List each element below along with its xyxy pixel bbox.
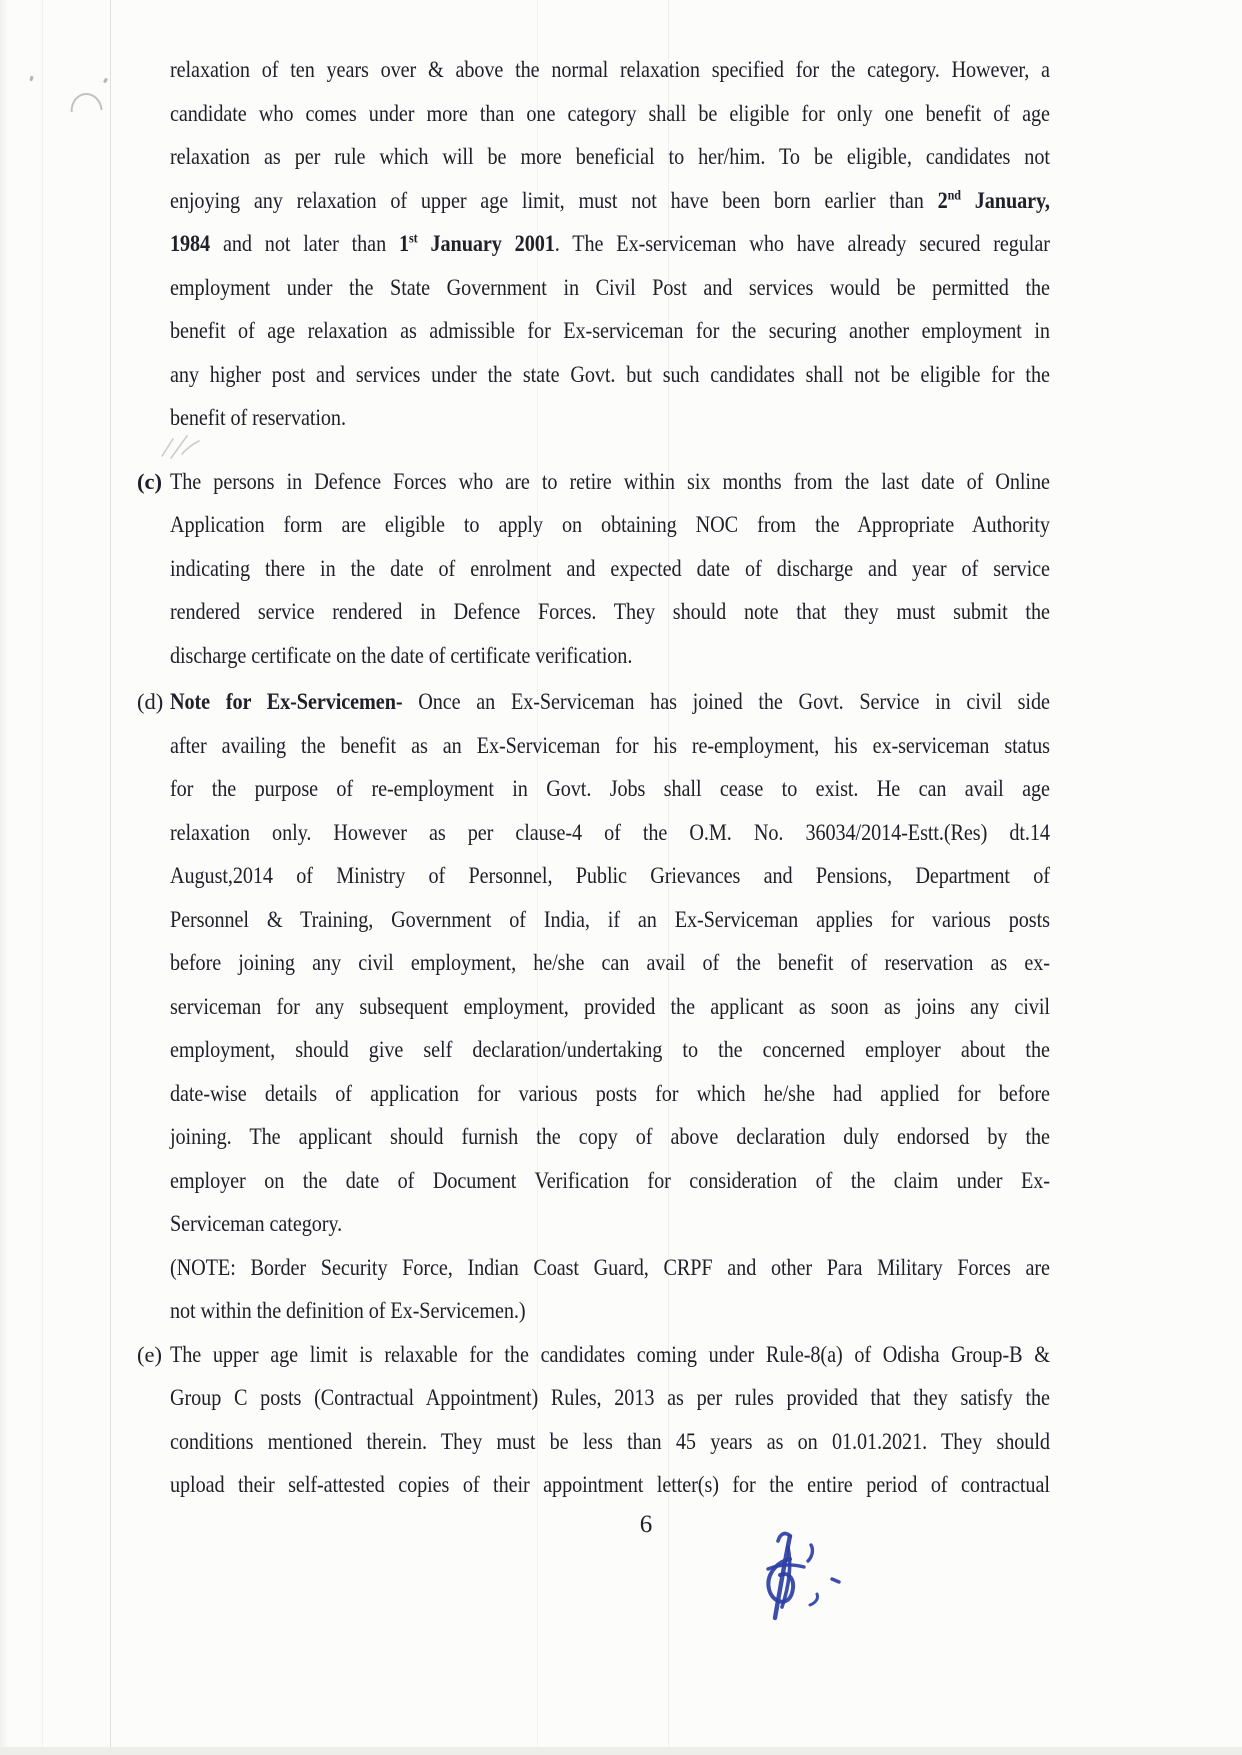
signature-ink [756, 1527, 856, 1632]
text-run: rendered service rendered in Defence Forces. They should note that they must submit the [170, 599, 1050, 624]
text-run: Once an Ex-Serviceman has joined the Govt. Service in civil side [402, 689, 1050, 714]
text-line [170, 1463, 1050, 1507]
text-line [170, 1289, 1050, 1333]
text-run: Group C posts (Contractual Appointment) Rules, 2013 as per rules provided that they satisfy the [170, 1385, 1050, 1410]
text-run: joining. The applicant should furnish the copy of above declaration duly endorsed by the [170, 1124, 1050, 1149]
text-run: nd [947, 186, 961, 202]
text-line [170, 179, 1050, 223]
text-line [170, 266, 1050, 310]
text-run: January 2001 [417, 231, 555, 256]
list-label: (c) [137, 468, 162, 494]
document-body [137, 48, 1171, 1507]
text-run: January, [960, 187, 1050, 213]
text-line [170, 1333, 1050, 1377]
text-run: 2 [937, 187, 948, 213]
text-line [170, 1115, 1050, 1159]
text-run: August,2014 of Ministry of Personnel, Public Grievances and Pensions, Department of [170, 863, 1050, 888]
text-run: date-wise details of application for various posts for which he/she had applied for before [170, 1080, 1050, 1106]
text-line [170, 811, 1050, 855]
paragraph [137, 1333, 1171, 1507]
text-line [170, 634, 1050, 678]
text-run: (NOTE: Border Security Force, Indian Coast Guard, CRPF and other Para Military Forces are [170, 1254, 1050, 1280]
list-label: (e) [137, 1341, 162, 1367]
text-line [170, 222, 1050, 266]
text-line [170, 898, 1050, 942]
text-run: relaxation of ten years over & above the normal relaxation specified for the category. However, a [170, 57, 1050, 82]
text-run: benefit of reservation. [170, 405, 346, 430]
text-run: The persons in Defence Forces who are to retire within six months from the last date of Online [170, 468, 1050, 494]
text-run: upload their self-attested copies of their appointment letter(s) for the entire period of contractual [170, 1472, 1050, 1497]
text-line [170, 309, 1050, 353]
scan-smudge-arc [69, 92, 102, 112]
text-run: after availing the benefit as an Ex-Serviceman for his re-employment, his ex-serviceman status [170, 732, 1050, 758]
text-line [170, 1376, 1050, 1420]
text-run: Personnel & Training, Government of India, if an Ex-Serviceman applies for various posts [170, 906, 1050, 932]
text-line [170, 724, 1050, 768]
text-run: . The Ex-serviceman who have already secured regular [554, 231, 1050, 256]
text-line [170, 1202, 1050, 1246]
text-line [170, 941, 1050, 985]
text-line [170, 1246, 1050, 1290]
text-line [170, 396, 1050, 440]
text-run: relaxation only. However as per clause-4 of the O.M. No. 36034/2014-Estt.(Res) dt.14 [170, 819, 1050, 845]
text-line [170, 1420, 1050, 1464]
text-run: The upper age limit is relaxable for the candidates coming under Rule-8(a) of Odisha Group-B & [170, 1341, 1050, 1367]
text-run: and not later than [210, 231, 399, 256]
text-run: candidate who comes under more than one category shall be eligible for only one benefit of age [170, 100, 1050, 126]
text-run: any higher post and services under the state Govt. but such candidates shall not be eligible for the [170, 361, 1050, 387]
text-line [170, 767, 1050, 811]
text-run: benefit of age relaxation as admissible for Ex-serviceman for the securing another employment in [170, 318, 1050, 343]
paragraph [137, 680, 1171, 1246]
text-run: conditions mentioned therein. They must be less than 45 years as on 01.01.2021. They should [170, 1428, 1050, 1454]
text-line [170, 1159, 1050, 1203]
paper-fold-line [110, 0, 111, 1755]
text-line [170, 985, 1050, 1029]
text-run: employer on the date of Document Verification for consideration of the claim under Ex- [170, 1167, 1050, 1193]
text-run: st [409, 230, 418, 246]
text-run: Application form are eligible to apply on obtaining NOC from the Appropriate Authority [170, 512, 1050, 537]
text-run: indicating there in the date of enrolment and expected date of discharge and year of service [170, 555, 1050, 581]
text-line [170, 92, 1050, 136]
text-run: employment, should give self declaration/undertaking to the concerned employer about the [170, 1037, 1050, 1062]
text-run: discharge certificate on the date of certificate verification. [170, 642, 633, 668]
text-line [170, 1028, 1050, 1072]
text-run: employment under the State Government in Civil Post and services would be permitted the [170, 274, 1050, 300]
scan-speck [29, 76, 33, 82]
text-run: 1 [398, 231, 410, 256]
text-line [170, 460, 1050, 504]
scan-left-edge-shadow [0, 0, 8, 1755]
paragraph [170, 1246, 1171, 1333]
text-run: Serviceman category. [170, 1211, 343, 1236]
text-run: 1984 [170, 231, 211, 256]
text-line [170, 590, 1050, 634]
paper-fold-line [42, 0, 43, 1755]
text-run: Note for Ex-Servicemen- [170, 689, 403, 714]
text-line [170, 680, 1050, 724]
text-run: for the purpose of re-employment in Govt. Jobs shall cease to exist. He can avail age [170, 776, 1050, 801]
text-run: enjoying any relaxation of upper age limit, must not have been born earlier than [170, 187, 938, 213]
text-run: not within the definition of Ex-Servicemen.) [170, 1298, 526, 1323]
text-line [170, 1072, 1050, 1116]
page-number: 6 [639, 1511, 653, 1538]
list-label: (d) [137, 689, 164, 714]
text-line [170, 547, 1050, 591]
text-line [170, 48, 1050, 92]
paragraph [137, 460, 1171, 678]
text-line [170, 135, 1050, 179]
text-line [170, 854, 1050, 898]
scan-speck [103, 78, 108, 84]
text-line [170, 353, 1050, 397]
text-line [170, 503, 1050, 547]
text-run: before joining any civil employment, he/she can avail of the benefit of reservation as ex- [170, 950, 1050, 975]
paragraph [170, 48, 1171, 440]
page-bottom-edge [0, 1747, 1242, 1755]
text-run: serviceman for any subsequent employment, provided the applicant as soon as joins any civil [170, 993, 1050, 1019]
text-run: relaxation as per rule which will be more beneficial to her/him. To be eligible, candidates not [170, 144, 1050, 169]
